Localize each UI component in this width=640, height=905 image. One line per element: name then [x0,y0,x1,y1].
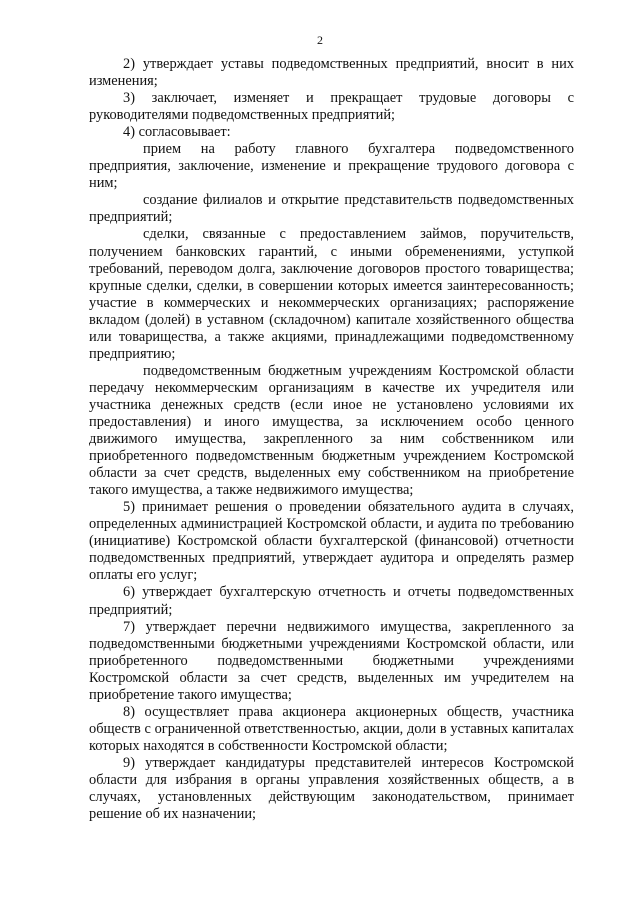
page-number: 2 [317,33,323,47]
paragraph-item-3: 3) заключает, изменяет и прекращает трудовые договоры с руководителями подведомственных предприятий; [89,90,574,124]
paragraph-item-2: 2) утверждает уставы подведомственных предприятий, вносит в них изменения; [89,56,574,90]
paragraph-item-8: 8) осуществляет права акционера акционерных обществ, участника обществ с ограниченной ответственностью, акции, доли в уставных капиталах которых находятся в собственности Костромской области; [89,703,574,754]
paragraph-item-5: 5) принимает решения о проведении обязательного аудита в случаях, определенных администрацией Костромской области, и аудита по требованию (инициативе) Костромской области бухгалтерской (финансовой) отчетности подведомственных предприятий, утверждает аудитора и определять размер оплаты его услуг; [89,499,574,584]
paragraph-budget-institutions: подведомственным бюджетным учреждениям Костромской области передачу некоммерческим организациям в качестве их учредителя или участника денежных средств (если иное не установлено условиями их предоставления) и иного имущества, за исключением особо ценного движимого имущества, закрепленного за ним собственником или приобретенного подведомственным бюджетным учреждением Костромской области за счет средств, выделенных ему собственником на приобретение такого имущества, а также недвижимого имущества; [89,362,574,499]
paragraph-transactions: сделки, связанные с предоставлением займов, поручительств, получением банковских гарантий, с иными обременениями, уступкой требований, переводом долга, заключение договоров простого товарищества; крупные сделки, сделки, в совершении которых имеется заинтересованность; участие в коммерческих и некоммерческих организациях; распоряжение вкладом (долей) в уставном (складочном) капитале хозяйственного общества или товарищества, а также акциями, принадлежащими подведомственному предприятию; [89,226,574,362]
paragraph-item-6: 6) утверждает бухгалтерскую отчетность и отчеты подведомственных предприятий; [89,584,574,618]
paragraph-item-4: 4) согласовывает: [123,124,231,141]
document-body [89,56,574,823]
paragraph-branches: создание филиалов и открытие представительств подведомственных предприятий; [89,192,574,226]
paragraph-item-9: 9) утверждает кандидатуры представителей интересов Костромской области для избрания в органы управления хозяйственных обществ, а в случаях, установленных действующим законодательством, принимает решение об их назначении; [89,754,574,823]
paragraph-chief-accountant: прием на работу главного бухгалтера подведомственного предприятия, заключение, изменение и прекращение трудового договора с ним; [89,141,574,192]
paragraph-item-7: 7) утверждает перечни недвижимого имущества, закрепленного за подведомственными бюджетными учреждениями Костромской области, или приобретенного подведомственными бюджетными учреждениями Костромской области за счет средств, выделенных им учредителем на приобретение такого имущества; [89,618,574,703]
